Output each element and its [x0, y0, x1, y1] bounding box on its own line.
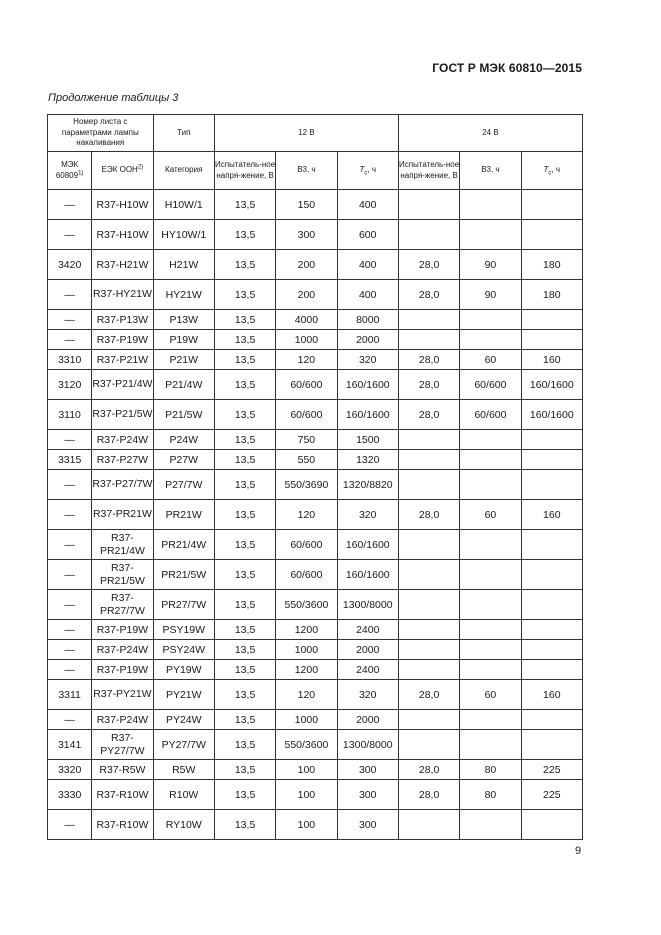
cell-b3-24: 60/600: [460, 370, 521, 400]
cell-tc-24: [521, 190, 582, 220]
cell-b3-24: [460, 310, 521, 330]
cell-u12: 13,5: [214, 530, 275, 560]
cell-iec: 3310: [48, 350, 92, 370]
cell-unece: R37-P21/5W: [92, 400, 153, 430]
cell-unece: R37-P19W: [92, 330, 153, 350]
cell-iec: 3330: [48, 780, 92, 810]
cell-cat: PSY24W: [153, 640, 214, 660]
cell-iec: 3120: [48, 370, 92, 400]
cell-u12: 13,5: [214, 400, 275, 430]
cell-u24: 28,0: [398, 680, 459, 710]
cell-cat: PSY19W: [153, 620, 214, 640]
table-row: [48, 500, 583, 530]
cell-u12: 13,5: [214, 350, 275, 370]
table-row: [48, 620, 583, 640]
cell-b3-12: 120: [276, 350, 337, 370]
cell-b3-24: [460, 660, 521, 680]
cell-iec: —: [48, 190, 92, 220]
cell-u24: [398, 560, 459, 590]
table-row: [48, 780, 583, 810]
cell-cat: PR21W: [153, 500, 214, 530]
page-number: 9: [575, 845, 582, 857]
cell-tc-12: 1320/8820: [337, 470, 398, 500]
cell-iec: —: [48, 330, 92, 350]
cell-b3-12: 1000: [276, 710, 337, 730]
cell-iec: —: [48, 620, 92, 640]
cell-tc-12: 300: [337, 780, 398, 810]
cell-b3-24: [460, 730, 521, 760]
header-row-1: [48, 115, 583, 152]
cell-u12: 13,5: [214, 640, 275, 660]
table-row: [48, 280, 583, 310]
cell-iec: 3141: [48, 730, 92, 760]
cell-tc-24: [521, 530, 582, 560]
table-row: [48, 430, 583, 450]
cell-unece: R37-P24W: [92, 640, 153, 660]
cell-cat: HY10W/1: [153, 220, 214, 250]
cell-b3-12: 1200: [276, 660, 337, 680]
cell-u12: 13,5: [214, 500, 275, 530]
cell-cat: PY19W: [153, 660, 214, 680]
table-row: [48, 530, 583, 560]
cell-iec: —: [48, 560, 92, 590]
cell-cat: PR21/4W: [153, 530, 214, 560]
cell-iec: —: [48, 710, 92, 730]
cell-b3-24: [460, 810, 521, 840]
cell-u24: 28,0: [398, 400, 459, 430]
cell-u12: 13,5: [214, 450, 275, 470]
cell-u24: [398, 470, 459, 500]
table-row: [48, 640, 583, 660]
tc-24-header: $T_c$, ч: [521, 152, 582, 190]
cell-tc-12: 2000: [337, 640, 398, 660]
cell-b3-24: 60: [460, 680, 521, 710]
cell-cat: PR27/7W: [153, 590, 214, 620]
table-row: [48, 330, 583, 350]
cell-b3-24: [460, 640, 521, 660]
table-row: [48, 310, 583, 330]
cell-b3-12: 1200: [276, 620, 337, 640]
cell-b3-12: 60/600: [276, 400, 337, 430]
cell-tc-12: 160/1600: [337, 370, 398, 400]
cell-tc-12: 400: [337, 280, 398, 310]
cell-tc-24: [521, 660, 582, 680]
cell-tc-24: 180: [521, 280, 582, 310]
cell-iec: 3320: [48, 760, 92, 780]
cell-unece: R37-H10W: [92, 220, 153, 250]
cell-b3-24: 80: [460, 780, 521, 810]
cell-iec: —: [48, 220, 92, 250]
cell-tc-24: [521, 310, 582, 330]
table-row: [48, 450, 583, 470]
cell-u12: 13,5: [214, 370, 275, 400]
cell-iec: —: [48, 280, 92, 310]
cell-unece: R37-HY21W: [92, 280, 153, 310]
cell-b3-24: 60/600: [460, 400, 521, 430]
cell-u12: 13,5: [214, 730, 275, 760]
voltage-12v-header: 12 В: [214, 115, 398, 152]
cell-b3-12: 300: [276, 220, 337, 250]
cell-tc-24: [521, 640, 582, 660]
cell-u24: [398, 710, 459, 730]
cell-unece: R37-P27W: [92, 450, 153, 470]
cell-cat: P21W: [153, 350, 214, 370]
cell-unece: R37-PY27/7W: [92, 730, 153, 760]
cell-unece: R37-H10W: [92, 190, 153, 220]
cell-b3-24: 90: [460, 250, 521, 280]
cell-unece: R37-PY21W: [92, 680, 153, 710]
table-row: [48, 190, 583, 220]
type-header: Тип: [153, 115, 214, 152]
cell-unece: R37-H21W: [92, 250, 153, 280]
cell-u24: [398, 430, 459, 450]
cell-tc-12: 600: [337, 220, 398, 250]
cell-b3-12: 550: [276, 450, 337, 470]
cell-unece: R37-P13W: [92, 310, 153, 330]
test-voltage-24-header: Испытатель-ное напря-жение, В: [398, 152, 459, 190]
table-row: [48, 760, 583, 780]
cell-b3-12: 1000: [276, 640, 337, 660]
cell-b3-24: [460, 450, 521, 470]
cell-b3-12: 150: [276, 190, 337, 220]
cell-u12: 13,5: [214, 470, 275, 500]
cell-b3-12: 4000: [276, 310, 337, 330]
cell-iec: —: [48, 430, 92, 450]
table-row: [48, 250, 583, 280]
cell-b3-12: 120: [276, 680, 337, 710]
cell-b3-24: [460, 590, 521, 620]
cell-tc-12: 2000: [337, 330, 398, 350]
cell-u24: 28,0: [398, 780, 459, 810]
cell-u24: [398, 810, 459, 840]
cell-u24: [398, 640, 459, 660]
cell-cat: R5W: [153, 760, 214, 780]
cell-b3-12: 100: [276, 760, 337, 780]
cell-tc-12: 1320: [337, 450, 398, 470]
cell-tc-24: [521, 330, 582, 350]
cell-unece: R37-PR21W: [92, 500, 153, 530]
cell-b3-24: [460, 710, 521, 730]
cell-tc-12: 2400: [337, 660, 398, 680]
table-row: [48, 810, 583, 840]
cell-cat: H10W/1: [153, 190, 214, 220]
cell-iec: —: [48, 590, 92, 620]
cell-u24: [398, 660, 459, 680]
unece-header: ЕЭК ООН$^{2)}$: [92, 152, 153, 190]
sheet-number-header: Номер листа с параметрами лампы накаливания: [48, 115, 154, 152]
cell-tc-12: 160/1600: [337, 530, 398, 560]
cell-cat: P27W: [153, 450, 214, 470]
cell-unece: R37-R10W: [92, 810, 153, 840]
test-voltage-12-header: Испытатель-ное напря-жение, В: [214, 152, 275, 190]
cell-unece: R37-PR27/7W: [92, 590, 153, 620]
iec-header: МЭК 60809$^{1)}$: [48, 152, 92, 190]
table-row: [48, 400, 583, 430]
category-header: Категория: [153, 152, 214, 190]
cell-b3-12: 100: [276, 810, 337, 840]
cell-unece: R37-R5W: [92, 760, 153, 780]
cell-b3-24: 60: [460, 350, 521, 370]
table-row: [48, 370, 583, 400]
cell-tc-24: [521, 730, 582, 760]
table-row: [48, 220, 583, 250]
cell-b3-12: 550/3600: [276, 730, 337, 760]
cell-b3-12: 60/600: [276, 560, 337, 590]
cell-tc-24: 160/1600: [521, 400, 582, 430]
cell-b3-12: 100: [276, 780, 337, 810]
cell-u24: [398, 730, 459, 760]
cell-unece: R37-PR21/5W: [92, 560, 153, 590]
cell-u12: 13,5: [214, 280, 275, 310]
cell-cat: P27/7W: [153, 470, 214, 500]
cell-tc-24: [521, 620, 582, 640]
cell-tc-24: [521, 430, 582, 450]
cell-u12: 13,5: [214, 780, 275, 810]
cell-cat: PY24W: [153, 710, 214, 730]
cell-unece: R37-P24W: [92, 710, 153, 730]
cell-u12: 13,5: [214, 760, 275, 780]
cell-u12: 13,5: [214, 660, 275, 680]
cell-cat: P19W: [153, 330, 214, 350]
cell-tc-12: 320: [337, 350, 398, 370]
cell-tc-12: 160/1600: [337, 400, 398, 430]
cell-tc-24: 160: [521, 350, 582, 370]
cell-iec: 3420: [48, 250, 92, 280]
b3-24-header: В3, ч: [460, 152, 521, 190]
cell-b3-24: 60: [460, 500, 521, 530]
cell-b3-24: [460, 620, 521, 640]
cell-tc-24: 160/1600: [521, 370, 582, 400]
cell-tc-24: 225: [521, 760, 582, 780]
cell-tc-24: [521, 220, 582, 250]
cell-tc-24: [521, 710, 582, 730]
cell-unece: R37-PR21/4W: [92, 530, 153, 560]
header-row-2: [48, 152, 583, 190]
cell-tc-24: 225: [521, 780, 582, 810]
table-row: [48, 350, 583, 370]
cell-cat: H21W: [153, 250, 214, 280]
cell-tc-12: 2000: [337, 710, 398, 730]
cell-u24: 28,0: [398, 760, 459, 780]
cell-tc-12: 160/1600: [337, 560, 398, 590]
standard-designation: ГОСТ Р МЭК 60810—2015: [432, 61, 582, 75]
cell-u12: 13,5: [214, 430, 275, 450]
cell-u12: 13,5: [214, 680, 275, 710]
cell-tc-24: 180: [521, 250, 582, 280]
cell-b3-12: 60/600: [276, 530, 337, 560]
table-row: [48, 710, 583, 730]
cell-u24: [398, 330, 459, 350]
cell-tc-12: 320: [337, 500, 398, 530]
cell-u12: 13,5: [214, 590, 275, 620]
cell-unece: R37-P19W: [92, 660, 153, 680]
cell-b3-12: 550/3600: [276, 590, 337, 620]
cell-cat: P21/4W: [153, 370, 214, 400]
cell-b3-24: [460, 190, 521, 220]
cell-b3-12: 120: [276, 500, 337, 530]
cell-cat: PY27/7W: [153, 730, 214, 760]
cell-u24: [398, 450, 459, 470]
cell-tc-24: [521, 560, 582, 590]
table-caption: Продолжение таблицы 3: [48, 92, 179, 104]
cell-iec: 3110: [48, 400, 92, 430]
table-row: [48, 680, 583, 710]
cell-iec: —: [48, 810, 92, 840]
cell-b3-24: [460, 470, 521, 500]
cell-b3-24: 90: [460, 280, 521, 310]
cell-b3-12: 200: [276, 280, 337, 310]
cell-u24: [398, 310, 459, 330]
cell-cat: P21/5W: [153, 400, 214, 430]
cell-u24: 28,0: [398, 350, 459, 370]
cell-u12: 13,5: [214, 220, 275, 250]
cell-tc-12: 400: [337, 190, 398, 220]
cell-tc-12: 300: [337, 810, 398, 840]
cell-tc-12: 300: [337, 760, 398, 780]
cell-iec: —: [48, 470, 92, 500]
cell-u24: 28,0: [398, 370, 459, 400]
tc-12-header: $T_c$, ч: [337, 152, 398, 190]
lamp-parameters-table: [47, 114, 583, 840]
cell-u12: 13,5: [214, 330, 275, 350]
cell-unece: R37-P19W: [92, 620, 153, 640]
table-row: [48, 730, 583, 760]
cell-cat: HY21W: [153, 280, 214, 310]
cell-unece: R37-P21/4W: [92, 370, 153, 400]
cell-b3-12: 550/3690: [276, 470, 337, 500]
cell-tc-12: 1300/8000: [337, 590, 398, 620]
cell-iec: 3311: [48, 680, 92, 710]
cell-tc-24: [521, 590, 582, 620]
cell-iec: —: [48, 500, 92, 530]
cell-u24: [398, 220, 459, 250]
cell-u24: 28,0: [398, 500, 459, 530]
cell-u24: 28,0: [398, 250, 459, 280]
cell-tc-12: 400: [337, 250, 398, 280]
cell-b3-24: [460, 330, 521, 350]
cell-u12: 13,5: [214, 710, 275, 730]
cell-u12: 13,5: [214, 310, 275, 330]
cell-iec: —: [48, 310, 92, 330]
cell-tc-12: 1300/8000: [337, 730, 398, 760]
cell-unece: R37-P27/7W: [92, 470, 153, 500]
cell-u24: [398, 590, 459, 620]
cell-unece: R37-R10W: [92, 780, 153, 810]
cell-tc-24: [521, 450, 582, 470]
cell-iec: —: [48, 530, 92, 560]
cell-cat: R10W: [153, 780, 214, 810]
cell-cat: P24W: [153, 430, 214, 450]
cell-tc-12: 320: [337, 680, 398, 710]
cell-u12: 13,5: [214, 250, 275, 280]
cell-iec: —: [48, 660, 92, 680]
table-row: [48, 660, 583, 680]
cell-unece: R37-P24W: [92, 430, 153, 450]
cell-b3-12: 200: [276, 250, 337, 280]
cell-iec: —: [48, 640, 92, 660]
cell-tc-24: [521, 470, 582, 500]
cell-tc-24: [521, 810, 582, 840]
cell-u12: 13,5: [214, 810, 275, 840]
table-body: [48, 190, 583, 840]
cell-b3-24: [460, 220, 521, 250]
cell-u12: 13,5: [214, 620, 275, 640]
voltage-24v-header: 24 В: [398, 115, 582, 152]
cell-tc-12: 1500: [337, 430, 398, 450]
cell-tc-12: 2400: [337, 620, 398, 640]
cell-b3-12: 1000: [276, 330, 337, 350]
cell-cat: RY10W: [153, 810, 214, 840]
cell-tc-24: 160: [521, 500, 582, 530]
cell-u12: 13,5: [214, 190, 275, 220]
cell-b3-24: [460, 560, 521, 590]
cell-u24: [398, 620, 459, 640]
cell-tc-24: 160: [521, 680, 582, 710]
cell-b3-12: 750: [276, 430, 337, 450]
cell-u24: [398, 530, 459, 560]
cell-b3-24: 80: [460, 760, 521, 780]
cell-b3-24: [460, 430, 521, 450]
cell-cat: PR21/5W: [153, 560, 214, 590]
cell-u24: 28,0: [398, 280, 459, 310]
cell-u24: [398, 190, 459, 220]
cell-u12: 13,5: [214, 560, 275, 590]
b3-12-header: В3, ч: [276, 152, 337, 190]
table-row: [48, 470, 583, 500]
table-row: [48, 590, 583, 620]
cell-unece: R37-P21W: [92, 350, 153, 370]
cell-tc-12: 8000: [337, 310, 398, 330]
cell-cat: P13W: [153, 310, 214, 330]
cell-iec: 3315: [48, 450, 92, 470]
cell-b3-24: [460, 530, 521, 560]
cell-b3-12: 60/600: [276, 370, 337, 400]
cell-cat: PY21W: [153, 680, 214, 710]
table-row: [48, 560, 583, 590]
